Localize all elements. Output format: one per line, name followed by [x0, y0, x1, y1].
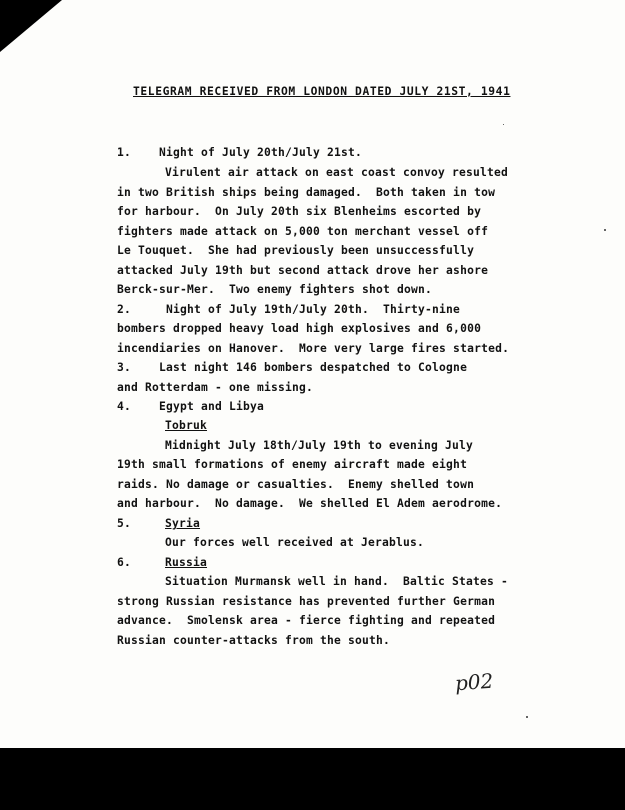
section-2-heading: 2. Night of July 19th/July 20th. Thirty-nine	[117, 303, 461, 316]
text-line: and harbour. No damage. We shelled El Adem aerodrome.	[117, 497, 503, 510]
scan-speck	[604, 229, 606, 231]
text-line: Russian counter-attacks from the south.	[117, 634, 391, 647]
text-line: incendiaries on Hanover. More very large fires started.	[117, 342, 510, 355]
scan-speck	[503, 124, 504, 125]
text-line: Le Touquet. She had previously been unsuccessfully	[117, 244, 475, 257]
document-title: TELEGRAM RECEIVED FROM LONDON DATED JULY 21ST, 1941	[133, 85, 511, 98]
section-6-number: 6.	[117, 556, 132, 569]
section-5-number: 5.	[117, 517, 132, 530]
text-line: strong Russian resistance has prevented further German	[117, 595, 496, 608]
subheading-tobruk: Tobruk	[165, 419, 208, 432]
text-line: attacked July 19th but second attack drove her ashore	[117, 264, 489, 277]
text-line: 19th small formations of enemy aircraft made eight	[117, 458, 468, 471]
text-line: Our forces well received at Jerablus.	[165, 536, 425, 549]
text-line: bombers dropped heavy load high explosives and 6,000	[117, 322, 482, 335]
text-line: Situation Murmansk well in hand. Baltic States -	[165, 575, 509, 588]
section-5-heading: Syria	[165, 517, 201, 530]
section-6-heading: Russia	[165, 556, 208, 569]
handwritten-page-number: p02	[454, 668, 495, 696]
text-line: in two British ships being damaged. Both taken in tow	[117, 186, 496, 199]
section-1-heading: 1. Night of July 20th/July 21st.	[117, 146, 363, 159]
section-3-heading: 3. Last night 146 bombers despatched to Cologne	[117, 361, 468, 374]
text-line: raids. No damage or casualties. Enemy shelled town	[117, 478, 475, 491]
text-line: Virulent air attack on east coast convoy resulted	[165, 166, 509, 179]
text-line: and Rotterdam - one missing.	[117, 381, 314, 394]
text-line: for harbour. On July 20th six Blenheims escorted by	[117, 205, 482, 218]
scan-corner-shadow	[0, 0, 62, 52]
scan-speck	[526, 716, 528, 718]
text-line: fighters made attack on 5,000 ton merchant vessel off	[117, 225, 489, 238]
text-line: Midnight July 18th/July 19th to evening July	[165, 439, 474, 452]
section-4-heading: 4. Egypt and Libya	[117, 400, 265, 413]
text-line: advance. Smolensk area - fierce fighting and repeated	[117, 614, 496, 627]
text-line: Berck-sur-Mer. Two enemy fighters shot down.	[117, 283, 433, 296]
